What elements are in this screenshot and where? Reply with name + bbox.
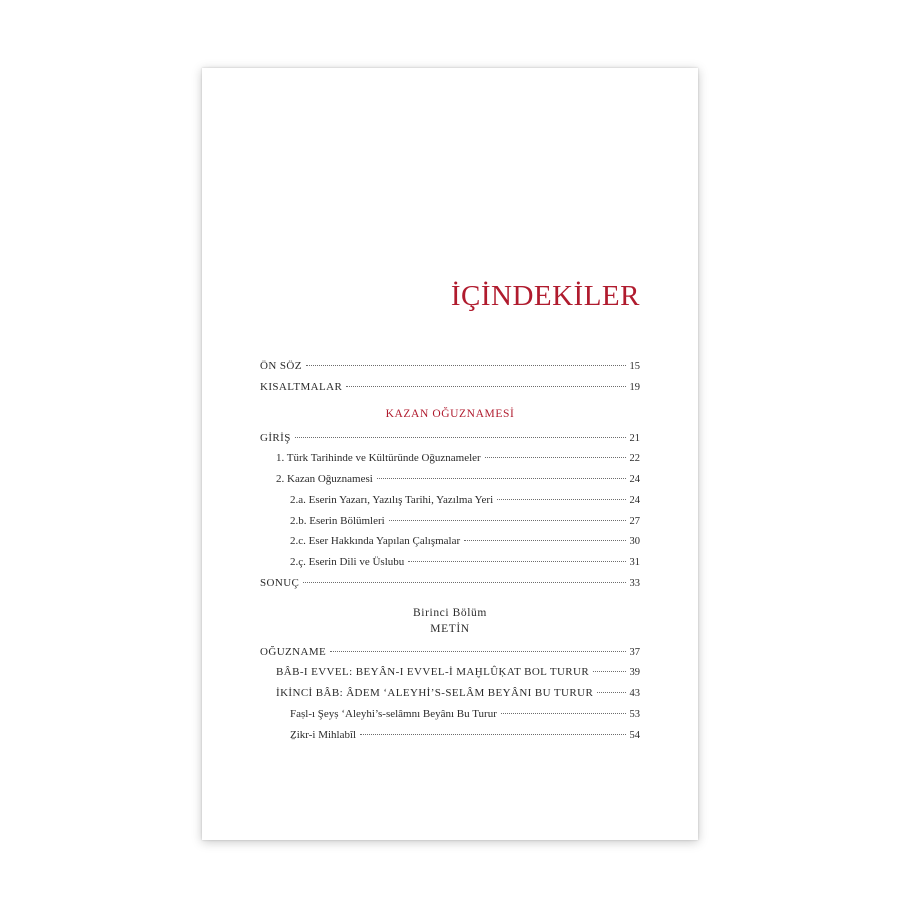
toc-entry-label: 1. Türk Tarihinde ve Kültüründe Oğuznameler [276,452,481,465]
toc-entry[interactable] [260,646,640,660]
toc-leader-dots [330,650,625,652]
toc-entry[interactable] [260,381,640,395]
toc-entry-label: OĞUZNAME [260,645,327,658]
toc-entry-label: SONUÇ [260,576,300,589]
toc-entry-page: 30 [629,536,640,548]
toc-entry[interactable] [276,452,640,466]
toc-leader-dots [593,670,625,672]
toc-leader-dots [377,477,626,479]
toc-entry-label: KISALTMALAR [260,380,343,393]
toc-leader-dots [346,385,625,387]
toc-entry-label: 2.ç. Eserin Dili ve Üslubu [290,556,405,568]
page-content [202,68,698,840]
toc-entry[interactable] [290,556,640,570]
toc-entry[interactable] [260,577,640,591]
toc-entry[interactable] [290,515,640,529]
toc-part-subheading: METİN [430,622,470,635]
toc-entry-label: GİRİŞ [260,431,291,444]
toc-leader-dots [464,539,625,541]
toc-entry-page: 54 [629,729,640,741]
toc-leader-dots [389,519,626,521]
toc-entry-page: 24 [629,474,640,485]
toc-entry-label: İKİNCİ BÂB: ÂDEM ‘ALEYHİ’S-SELÂM BEYÂNI BU TURUR [276,687,594,699]
toc-entry[interactable] [290,535,640,549]
toc-entry-label: ÖN SÖZ [260,360,302,372]
table-of-contents [260,360,640,749]
toc-entry-label: Faṣl-ı Şeyṣ ‘Aleyhi’s-selâmnı Beyânı Bu Turur [290,707,497,720]
toc-part-heading: Birinci Bölüm [413,606,487,619]
page-title: İÇİNDEKİLER [450,280,640,312]
toc-entry-page: 15 [629,361,640,372]
toc-entry[interactable] [276,666,640,680]
toc-leader-dots [295,436,626,438]
toc-leader-dots [497,498,625,500]
toc-entry-label: 2. Kazan Oğuznamesi [276,473,373,485]
toc-entry-label: Ẕikr-i Mihlabîl [290,728,357,741]
toc-entry-page: 39 [629,667,640,679]
toc-entry[interactable] [276,687,640,701]
toc-entry[interactable] [290,729,640,743]
toc-entry[interactable] [260,432,640,446]
toc-entry[interactable] [290,708,640,722]
toc-entry-page: 31 [629,557,640,568]
toc-entry-label: 2.a. Eserin Yazarı, Yazılış Tarihi, Yazılma Yeri [290,493,494,506]
toc-entry-page: 53 [629,708,640,720]
toc-entry[interactable] [276,473,640,487]
toc-leader-dots [485,456,626,458]
toc-entry-label: 2.b. Eserin Bölümleri [290,514,385,527]
toc-leader-dots [306,364,626,366]
toc-entry-label: BÂB-I EVVEL: BEYÂN-I EVVEL-İ MAḪLÛḲAT BOL TURUR [276,666,590,679]
toc-leader-dots [408,560,625,562]
toc-entry-page: 21 [629,432,640,444]
toc-entry-label: 2.c. Eser Hakkında Yapılan Çalışmalar [290,535,461,548]
toc-entry-page: 33 [629,577,640,589]
toc-entry-page: 24 [629,494,640,506]
toc-leader-dots [303,581,625,583]
toc-section-heading: KAZAN OĞUZNAMESİ [385,407,515,420]
toc-leader-dots [360,733,625,735]
toc-entry-page: 19 [629,381,640,393]
toc-entry-page: 43 [629,688,640,699]
toc-entry-page: 27 [629,515,640,527]
toc-leader-dots [501,712,626,714]
document-page [202,68,698,840]
toc-leader-dots [597,691,625,693]
toc-entry[interactable] [290,494,640,508]
toc-entry[interactable] [260,360,640,374]
toc-entry-page: 37 [629,646,640,658]
toc-entry-page: 22 [629,453,640,465]
